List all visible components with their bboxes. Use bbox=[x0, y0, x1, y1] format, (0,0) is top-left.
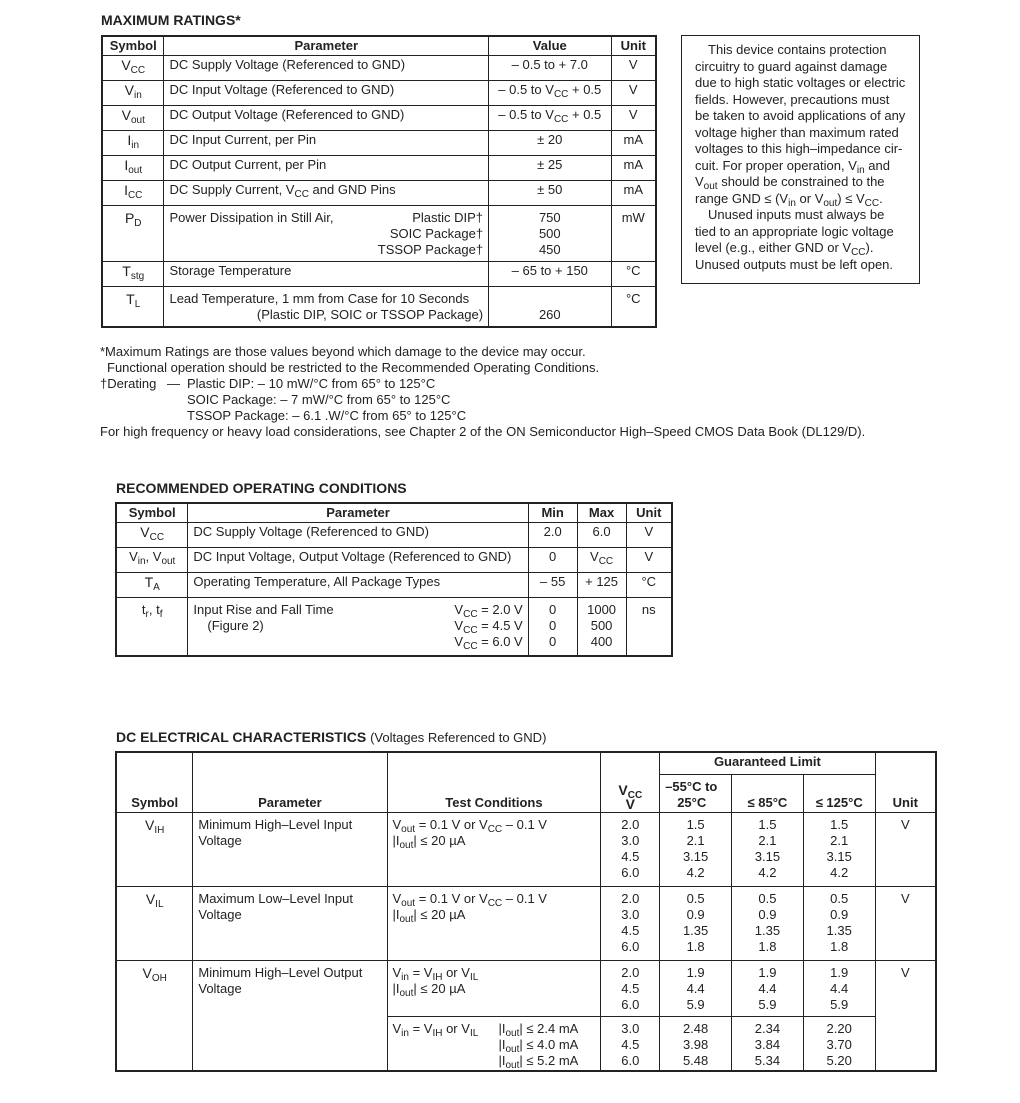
limit-cell: 2.34 3.84 5.34 bbox=[732, 1016, 804, 1071]
max-cell: 1000 500 400 bbox=[577, 598, 626, 656]
parameter-cell: DC Input Current, per Pin bbox=[164, 131, 489, 156]
rec-op-table bbox=[115, 502, 673, 657]
vcc-cell: 2.0 3.0 4.5 6.0 bbox=[601, 812, 660, 886]
table-row bbox=[102, 287, 656, 327]
col-header: ≤ 125°C bbox=[803, 774, 875, 812]
max-cell: $V_{CC}$ bbox=[577, 548, 626, 573]
parameter-cell: DC Supply Voltage (Referenced to GND) bbox=[188, 523, 528, 548]
col-header: Parameter bbox=[188, 503, 528, 523]
symbol-cell: $I_{out}$ bbox=[102, 156, 164, 181]
limit-cell: 0.5 0.9 1.35 1.8 bbox=[803, 886, 875, 960]
unit-cell: mW bbox=[611, 206, 656, 262]
value-cell: – 0.5 to $V_{CC} + 0.5$ bbox=[489, 106, 611, 131]
protection-note-box: This device contains protection circuitry to guard against damage due to high static voltages or electric fields. However, precautions must be taken to avoid applications of any voltage higher than maximum rated voltages to this high–impedance cir- cuit. For proper operation, $V_{in}$ and $V_{out}$ should be constrained to the range GND ≤ ($V_{in}$ or $V_{out}) \le V_{CC}$. Unused inputs must always be tied to an appropriate logic voltage level (e.g., either GND or $V_{CC}$). Unused outputs must be left open. bbox=[681, 35, 920, 284]
symbol-cell: $V_{in}$ bbox=[102, 81, 164, 106]
limit-cell: 1.5 2.1 3.15 4.2 bbox=[660, 812, 732, 886]
col-header: Guaranteed Limit bbox=[660, 752, 875, 774]
table-row bbox=[102, 131, 656, 156]
table-row bbox=[102, 81, 656, 106]
unit-cell: V bbox=[875, 812, 936, 886]
unit-cell: V bbox=[875, 960, 936, 1071]
limit-cell: 1.5 2.1 3.15 4.2 bbox=[803, 812, 875, 886]
parameter-cell: DC Output Voltage (Referenced to GND) bbox=[164, 106, 489, 131]
parameter-cell: DC Output Current, per Pin bbox=[164, 156, 489, 181]
limit-cell: 1.9 4.4 5.9 bbox=[732, 960, 804, 1016]
col-header: $V_{CC}$ V bbox=[601, 752, 660, 812]
col-header: Min bbox=[528, 503, 577, 523]
unit-cell: mA bbox=[611, 131, 656, 156]
unit-cell: V bbox=[875, 886, 936, 960]
col-header: Max bbox=[577, 503, 626, 523]
symbol-cell: $I_{CC}$ bbox=[102, 181, 164, 206]
parameter-cell: Minimum High–Level Input Voltage bbox=[193, 812, 387, 886]
table-row bbox=[102, 56, 656, 81]
table-row bbox=[116, 548, 672, 573]
max-ratings-title: MAXIMUM RATINGS* bbox=[101, 12, 241, 28]
col-header: Symbol bbox=[116, 503, 188, 523]
test-conditions-cell: $V_{in} = V_{IH}$ or $V_{IL}$ $|I_{out}| \le 2.4$ mA $|I_{out}| \le 4.0$ mA $|I_{out}| \le 5.2$ mA bbox=[387, 1016, 601, 1071]
symbol-cell: $V_{IH}$ bbox=[116, 812, 193, 886]
dc-title: DC ELECTRICAL CHARACTERISTICS (Voltages Referenced to GND) bbox=[116, 729, 547, 745]
max-cell: + 125 bbox=[577, 573, 626, 598]
symbol-cell: $V_{CC}$ bbox=[102, 56, 164, 81]
unit-cell: V bbox=[611, 106, 656, 131]
min-cell: 2.0 bbox=[528, 523, 577, 548]
vcc-cell: 3.0 4.5 6.0 bbox=[601, 1016, 660, 1071]
max-ratings-table bbox=[101, 35, 657, 328]
test-conditions-cell: $V_{in} = V_{IH}$ or $V_{IL}$ $|I_{out}| \le 20$ µA bbox=[387, 960, 601, 1016]
col-header: Test Conditions bbox=[387, 752, 601, 812]
table-header-row bbox=[116, 503, 672, 523]
parameter-cell: Power Dissipation in Still Air, Plastic DIP† SOIC Package† TSSOP Package† bbox=[164, 206, 489, 262]
parameter-cell: Operating Temperature, All Package Types bbox=[188, 573, 528, 598]
table-header-row bbox=[102, 36, 656, 56]
vcc-cell: 2.0 3.0 4.5 6.0 bbox=[601, 886, 660, 960]
symbol-cell: $V_{in}$, $V_{out}$ bbox=[116, 548, 188, 573]
limit-cell: 0.5 0.9 1.35 1.8 bbox=[732, 886, 804, 960]
parameter-cell: DC Input Voltage, Output Voltage (Referenced to GND) bbox=[188, 548, 528, 573]
rec-op-title: RECOMMENDED OPERATING CONDITIONS bbox=[116, 480, 407, 496]
unit-cell: V bbox=[626, 523, 672, 548]
value-cell: – 0.5 to $V_{CC} + 0.5$ bbox=[489, 81, 611, 106]
col-header: –55°C to 25°C bbox=[660, 774, 732, 812]
limit-cell: 1.9 4.4 5.9 bbox=[803, 960, 875, 1016]
unit-cell: V bbox=[626, 548, 672, 573]
min-cell: – 55 bbox=[528, 573, 577, 598]
unit-cell: V bbox=[611, 56, 656, 81]
test-conditions-cell: $V_{out} = 0.1$ V or $V_{CC} - 0.1$ V $|I_{out}| \le 20$ µA bbox=[387, 886, 601, 960]
col-header: Unit bbox=[611, 36, 656, 56]
symbol-cell: $T_L$ bbox=[102, 287, 164, 327]
unit-cell: V bbox=[611, 81, 656, 106]
col-header: Value bbox=[489, 36, 611, 56]
limit-cell: 1.5 2.1 3.15 4.2 bbox=[732, 812, 804, 886]
vcc-cell: 2.0 4.5 6.0 bbox=[601, 960, 660, 1016]
symbol-cell: $I_{in}$ bbox=[102, 131, 164, 156]
col-header: ≤ 85°C bbox=[732, 774, 804, 812]
symbol-cell: $V_{IL}$ bbox=[116, 886, 193, 960]
col-header: Symbol bbox=[102, 36, 164, 56]
table-row bbox=[116, 960, 936, 1016]
table-row bbox=[116, 886, 936, 960]
parameter-cell: Minimum High–Level Output Voltage bbox=[193, 960, 387, 1071]
symbol-cell: $V_{CC}$ bbox=[116, 523, 188, 548]
value-cell: ± 20 bbox=[489, 131, 611, 156]
table-row bbox=[116, 598, 672, 656]
parameter-cell: DC Supply Voltage (Referenced to GND) bbox=[164, 56, 489, 81]
table-row bbox=[102, 181, 656, 206]
value-cell: ± 25 bbox=[489, 156, 611, 181]
max-cell: 6.0 bbox=[577, 523, 626, 548]
symbol-cell: $V_{out}$ bbox=[102, 106, 164, 131]
unit-cell: mA bbox=[611, 181, 656, 206]
limit-cell: 2.20 3.70 5.20 bbox=[803, 1016, 875, 1071]
min-cell: 0 0 0 bbox=[528, 598, 577, 656]
table-row bbox=[102, 106, 656, 131]
value-cell: 750 500 450 bbox=[489, 206, 611, 262]
table-row bbox=[116, 573, 672, 598]
max-ratings-notes: *Maximum Ratings are those values beyond which damage to the device may occur. Functional operation should be restricted to the Recommended Operating Conditions. †Derating — Plastic DIP: – 10 mW/°C from 65° to 125°C SOIC Package: – 7 mW/°C from 65° to 125°C TSSOP Package: – 6.1 .W/°C from 65° to 125°C For high frequency or heavy load considerations, see Chapter 2 of the ON Semiconductor High–Speed CMOS Data Book (DL129/D). bbox=[100, 344, 866, 439]
limit-cell: 2.48 3.98 5.48 bbox=[660, 1016, 732, 1071]
value-cell: 260 bbox=[489, 287, 611, 327]
unit-cell: °C bbox=[626, 573, 672, 598]
symbol-cell: $t_r$, $t_f$ bbox=[116, 598, 188, 656]
unit-cell: mA bbox=[611, 156, 656, 181]
limit-cell: 1.9 4.4 5.9 bbox=[660, 960, 732, 1016]
min-cell: 0 bbox=[528, 548, 577, 573]
table-row bbox=[116, 812, 936, 886]
parameter-cell: Maximum Low–Level Input Voltage bbox=[193, 886, 387, 960]
parameter-cell: Lead Temperature, 1 mm from Case for 10 Seconds (Plastic DIP, SOIC or TSSOP Package) bbox=[164, 287, 489, 327]
table-row bbox=[116, 523, 672, 548]
dc-table bbox=[115, 751, 937, 1072]
symbol-cell: $V_{OH}$ bbox=[116, 960, 193, 1071]
parameter-cell: DC Input Voltage (Referenced to GND) bbox=[164, 81, 489, 106]
symbol-cell: $T_A$ bbox=[116, 573, 188, 598]
parameter-cell: DC Supply Current, $V_{CC}$ and GND Pins bbox=[164, 181, 489, 206]
table-header-row bbox=[116, 752, 936, 774]
col-header: Symbol bbox=[116, 752, 193, 812]
parameter-cell: Storage Temperature bbox=[164, 262, 489, 287]
col-header: Parameter bbox=[193, 752, 387, 812]
unit-cell: °C bbox=[611, 262, 656, 287]
symbol-cell: $T_{stg}$ bbox=[102, 262, 164, 287]
derating-label: †Derating bbox=[100, 376, 157, 391]
value-cell: – 65 to + 150 bbox=[489, 262, 611, 287]
col-header: Unit bbox=[626, 503, 672, 523]
unit-cell: °C bbox=[611, 287, 656, 327]
value-cell: ± 50 bbox=[489, 181, 611, 206]
value-cell: – 0.5 to + 7.0 bbox=[489, 56, 611, 81]
table-row bbox=[102, 156, 656, 181]
parameter-cell: Input Rise and Fall Time $V_{CC} = 2.0$ V (Figure 2) $V_{CC} = 4.5$ V $V_{CC} = 6.0$ V bbox=[188, 598, 528, 656]
unit-cell: ns bbox=[626, 598, 672, 656]
table-row bbox=[102, 262, 656, 287]
table-row bbox=[102, 206, 656, 262]
test-conditions-cell: $V_{out} = 0.1$ V or $V_{CC} - 0.1$ V $|I_{out}| \le 20$ µA bbox=[387, 812, 601, 886]
col-header: Unit bbox=[875, 752, 936, 812]
limit-cell: 0.5 0.9 1.35 1.8 bbox=[660, 886, 732, 960]
symbol-cell: $P_D$ bbox=[102, 206, 164, 262]
col-header: Parameter bbox=[164, 36, 489, 56]
